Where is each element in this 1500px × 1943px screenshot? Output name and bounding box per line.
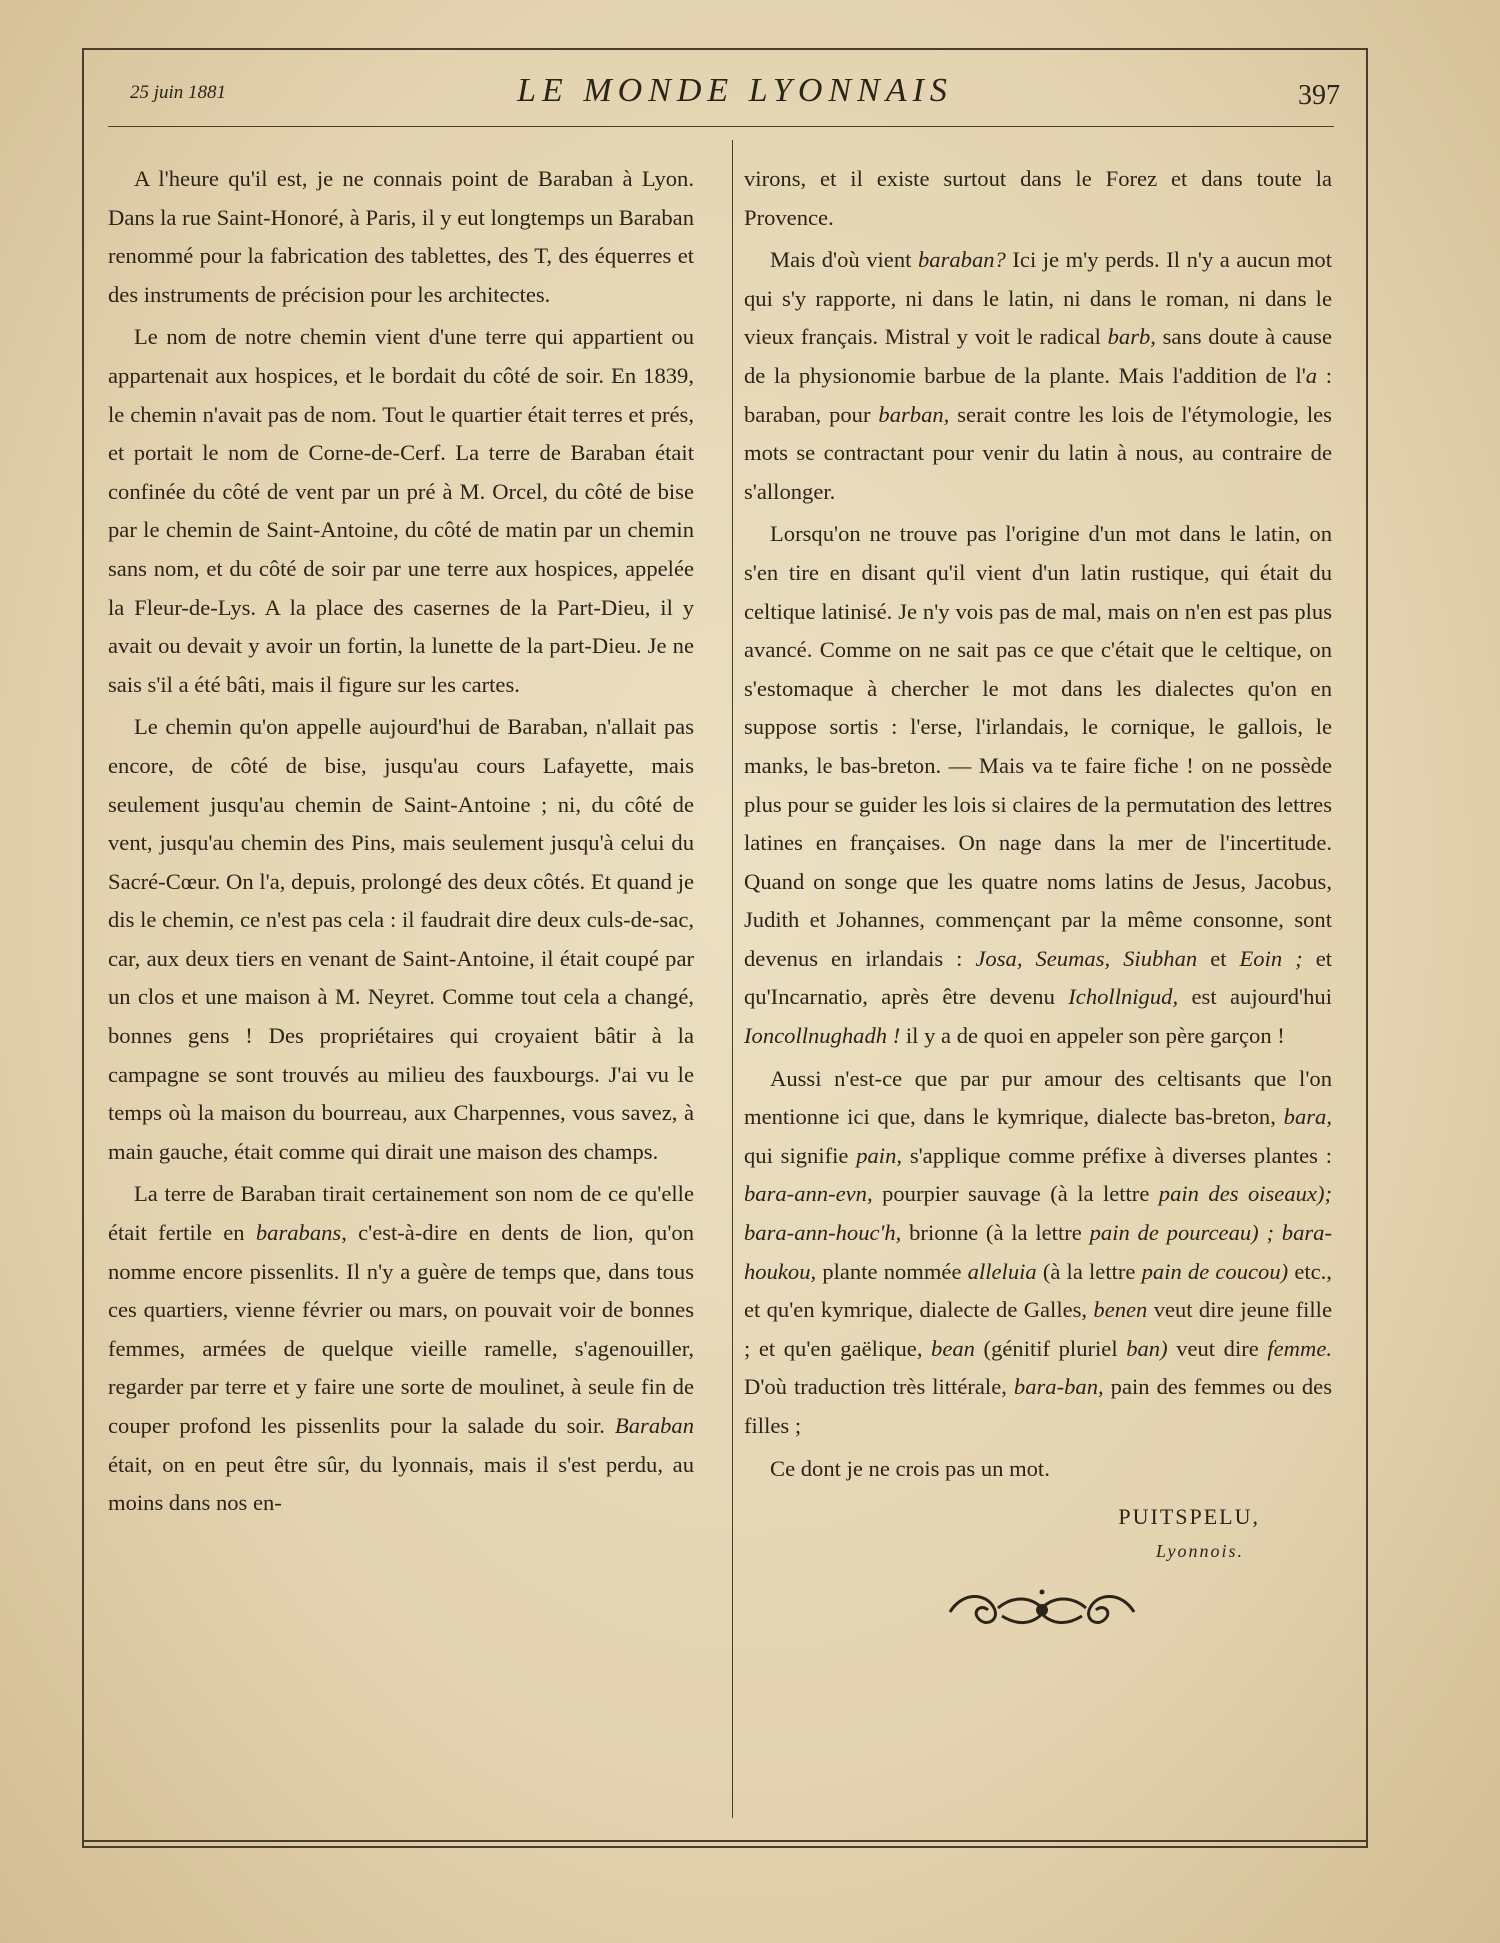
text: plante nommée <box>822 1258 962 1284</box>
text: Aussi n'est-ce que par pur amour des celtisants que l'on mentionne ici que, dans le kymrique, dialecte bas-breton, <box>744 1065 1332 1130</box>
term-italic: baraban? <box>917 247 1006 273</box>
term-italic: bara-ann-evn, <box>744 1181 873 1207</box>
term-italic: Eoin ; <box>1239 945 1303 971</box>
term-italic: bara, <box>1283 1104 1332 1130</box>
text: (génitif pluriel <box>983 1335 1118 1361</box>
term-italic: ban) <box>1126 1335 1168 1361</box>
text: A l'heure qu'il est, je ne connais point de Baraban à Lyon. Dans la rue Saint-Honoré, à Paris, il y eut longtemps un Baraban renommé pour la fabrication des tablettes, des T, des équerres et des instruments de précision pour les architectes. <box>108 166 694 307</box>
scroll-ornament-icon <box>942 1582 1142 1636</box>
text: et qu'Incarnatio, après être devenu <box>744 945 1332 1010</box>
text: qui signifie <box>744 1142 849 1168</box>
term-italic: femme. <box>1267 1335 1332 1361</box>
right-paragraph-5 <box>744 1450 1332 1489</box>
text: pain des femmes ou des filles ; <box>744 1374 1332 1438</box>
text: , c'est-à-dire en dents de lion, qu'on nomme encore pissenlits. Il n'y a guère de temps que, dans tous ces quartiers, vienne février ou mars, on pouvait voir de bonnes femmes, armées de quelque vieille ramelle, s'agenouiller, regarder par terre et y faire une sorte de moulinet, à seule fin de couper profond les pissenlits pour la salade du soir. <box>108 1220 695 1438</box>
text: La terre de Baraban tirait certainement son nom de ce qu'elle était fertile en <box>108 1181 694 1246</box>
text: D'où traduction très littérale, <box>744 1374 1007 1400</box>
header-rule <box>108 126 1334 127</box>
term-italic: pain, <box>856 1142 903 1168</box>
text: s'applique comme préfixe à diverses plantes : <box>909 1142 1332 1168</box>
term-italic: Ichollnigud, <box>1068 984 1179 1010</box>
term-italic: Baraban <box>614 1413 694 1438</box>
text: Lorsqu'on ne trouve pas l'origine d'un mot dans le latin, on s'en tire en disant qu'il vient d'un latin rustique, qui était du celtique latinisé. Je n'y vois pas de mal, mais on n'en est pas plus avancé. Comme on ne sait pas ce que c'était que le celtique, on s'estomaque à chercher le mot dans les dialectes qu'on en suppose sortis : l'erse, l'irlandais, le cornique, le gallois, le manks, le bas-breton. — Mais va te faire fiche ! on ne possède plus pour se guider les lois si claires de la permutation des lettres latines en françaises. On nage dans la mer de l'incertitude. Quand on songe que les quatre noms latins de Jesus, Jacobus, Judith et Johannes, commençant par la même consonne, sont devenus en irlandais : <box>744 521 1332 971</box>
term-italic: pain de coucou) <box>1141 1258 1289 1284</box>
right-paragraph-1 <box>744 160 1332 237</box>
text: (à la lettre <box>1042 1258 1136 1284</box>
text: est aujourd'hui <box>1191 984 1332 1010</box>
term-italic: a <box>1305 362 1318 388</box>
term-italic: barban, <box>878 401 950 427</box>
text: sans doute à cause de la physionomie barbue de la plante. Mais l'addition de l' <box>744 324 1332 388</box>
text: veut dire <box>1176 1335 1259 1361</box>
right-paragraph-3 <box>744 515 1332 1055</box>
term-italic: Ioncollnughadh ! <box>744 1023 901 1049</box>
page-number: 397 <box>1298 80 1340 111</box>
left-paragraph-1 <box>108 160 694 314</box>
text: Le chemin qu'on appelle aujourd'hui de Baraban, n'allait pas encore, de côté de bise, jusqu'au cours Lafayette, mais seulement jusqu'au chemin de Saint-Antoine ; ni, du côté de vent, jusqu'au chemin des Pins, mais seulement jusqu'à celui du Sacré-Cœur. On l'a, depuis, prolongé des deux côtés. Et quand je dis le chemin, ce n'est pas cela : il faudrait dire deux culs-de-sac, car, aux deux tiers en venant de Saint-Antoine, il était coupé par un clos et une maison à M. Neyret. Comme tout cela a changé, bonnes gens ! Des propriétaires qui croyaient bâtir à la campagne se sont trouvés au milieu des fauxbourgs. J'ai vu le temps où la maison du bourreau, aux Charpennes, vous savez, à main gauche, était comme qui dirait une maison des champs. <box>108 714 694 1164</box>
left-column <box>108 160 694 1527</box>
term-italic: benen <box>1093 1297 1148 1323</box>
right-paragraph-2 <box>744 241 1332 511</box>
text: pourpier sauvage (à la lettre <box>882 1181 1150 1207</box>
signature-place: Lyonnois. <box>1156 1541 1244 1562</box>
term-italic: barabans <box>255 1220 342 1246</box>
left-paragraph-3 <box>108 708 694 1171</box>
text: Mais d'où vient <box>770 247 912 273</box>
text: et <box>1210 945 1227 971</box>
term-italic: pain des oiseaux); bara-ann-houc'h, <box>744 1181 1333 1246</box>
term-italic: Josa, Seumas, Siubhan <box>975 945 1198 971</box>
right-column <box>744 160 1332 1636</box>
term-italic: barb, <box>1107 324 1156 350</box>
column-divider <box>732 140 733 1818</box>
text: brionne (à la lettre <box>909 1220 1082 1246</box>
text: serait contre les lois de l'étymologie, les mots se contractant pour venir du latin à nous, au contraire de s'allonger. <box>744 401 1332 504</box>
text: était, on en peut être sûr, du lyonnais, mais il s'est perdu, au moins dans nos en- <box>108 1451 694 1516</box>
left-paragraph-2 <box>108 318 694 704</box>
term-italic: bean <box>931 1335 975 1361</box>
term-italic: pain de pourceau) ; bara-houkou, <box>744 1220 1332 1284</box>
author-signature: PUITSPELU, <box>1118 1504 1260 1530</box>
journal-title: LE MONDE LYONNAIS <box>517 72 953 109</box>
text: veut dire jeune fille ; et qu'en gaëlique, <box>744 1297 1332 1361</box>
text: il y a de quoi en appeler son père garçon ! <box>905 1023 1285 1049</box>
text: Ce dont je ne crois pas un mot. <box>770 1455 1050 1481</box>
term-italic: alleluia <box>967 1258 1037 1284</box>
text: Le nom de notre chemin vient d'une terre qui appartient ou appartenait aux hospices, et le bordait du côté de soir. En 1839, le chemin n'avait pas de nom. Tout le quartier était terres et prés, et portait le nom de Corne-de-Cerf. La terre de Baraban était confinée du côté de vent par un pré à M. Orcel, du côté de bise par le chemin de Saint-Antoine, du côté de matin par un chemin sans nom, et du côté de soir par une terre aux hospices, appelée la Fleur-de-Lys. A la place des casernes de la Part-Dieu, il y avait ou devait y avoir un fortin, la lunette de la part-Dieu. Je ne sais s'il a été bâti, mais il figure sur les cartes. <box>108 324 694 697</box>
right-paragraph-4 <box>744 1060 1332 1446</box>
term-italic: bara-ban, <box>1013 1374 1104 1400</box>
text: Ici je m'y perds. Il n'y a aucun mot qui s'y rapporte, ni dans le latin, ni dans le roman, ni dans le vieux français. Mistral y voit le radical <box>744 247 1332 350</box>
issue-date: 25 juin 1881 <box>130 82 227 103</box>
left-paragraph-4 <box>108 1175 694 1522</box>
bottom-rule <box>82 1840 1368 1842</box>
page-header <box>130 70 1340 124</box>
text: virons, et il existe surtout dans le Forez et dans toute la Provence. <box>744 166 1332 230</box>
text: etc., et qu'en kymrique, dialecte de Galles, <box>744 1258 1332 1323</box>
text: : baraban, pour <box>744 362 1332 427</box>
